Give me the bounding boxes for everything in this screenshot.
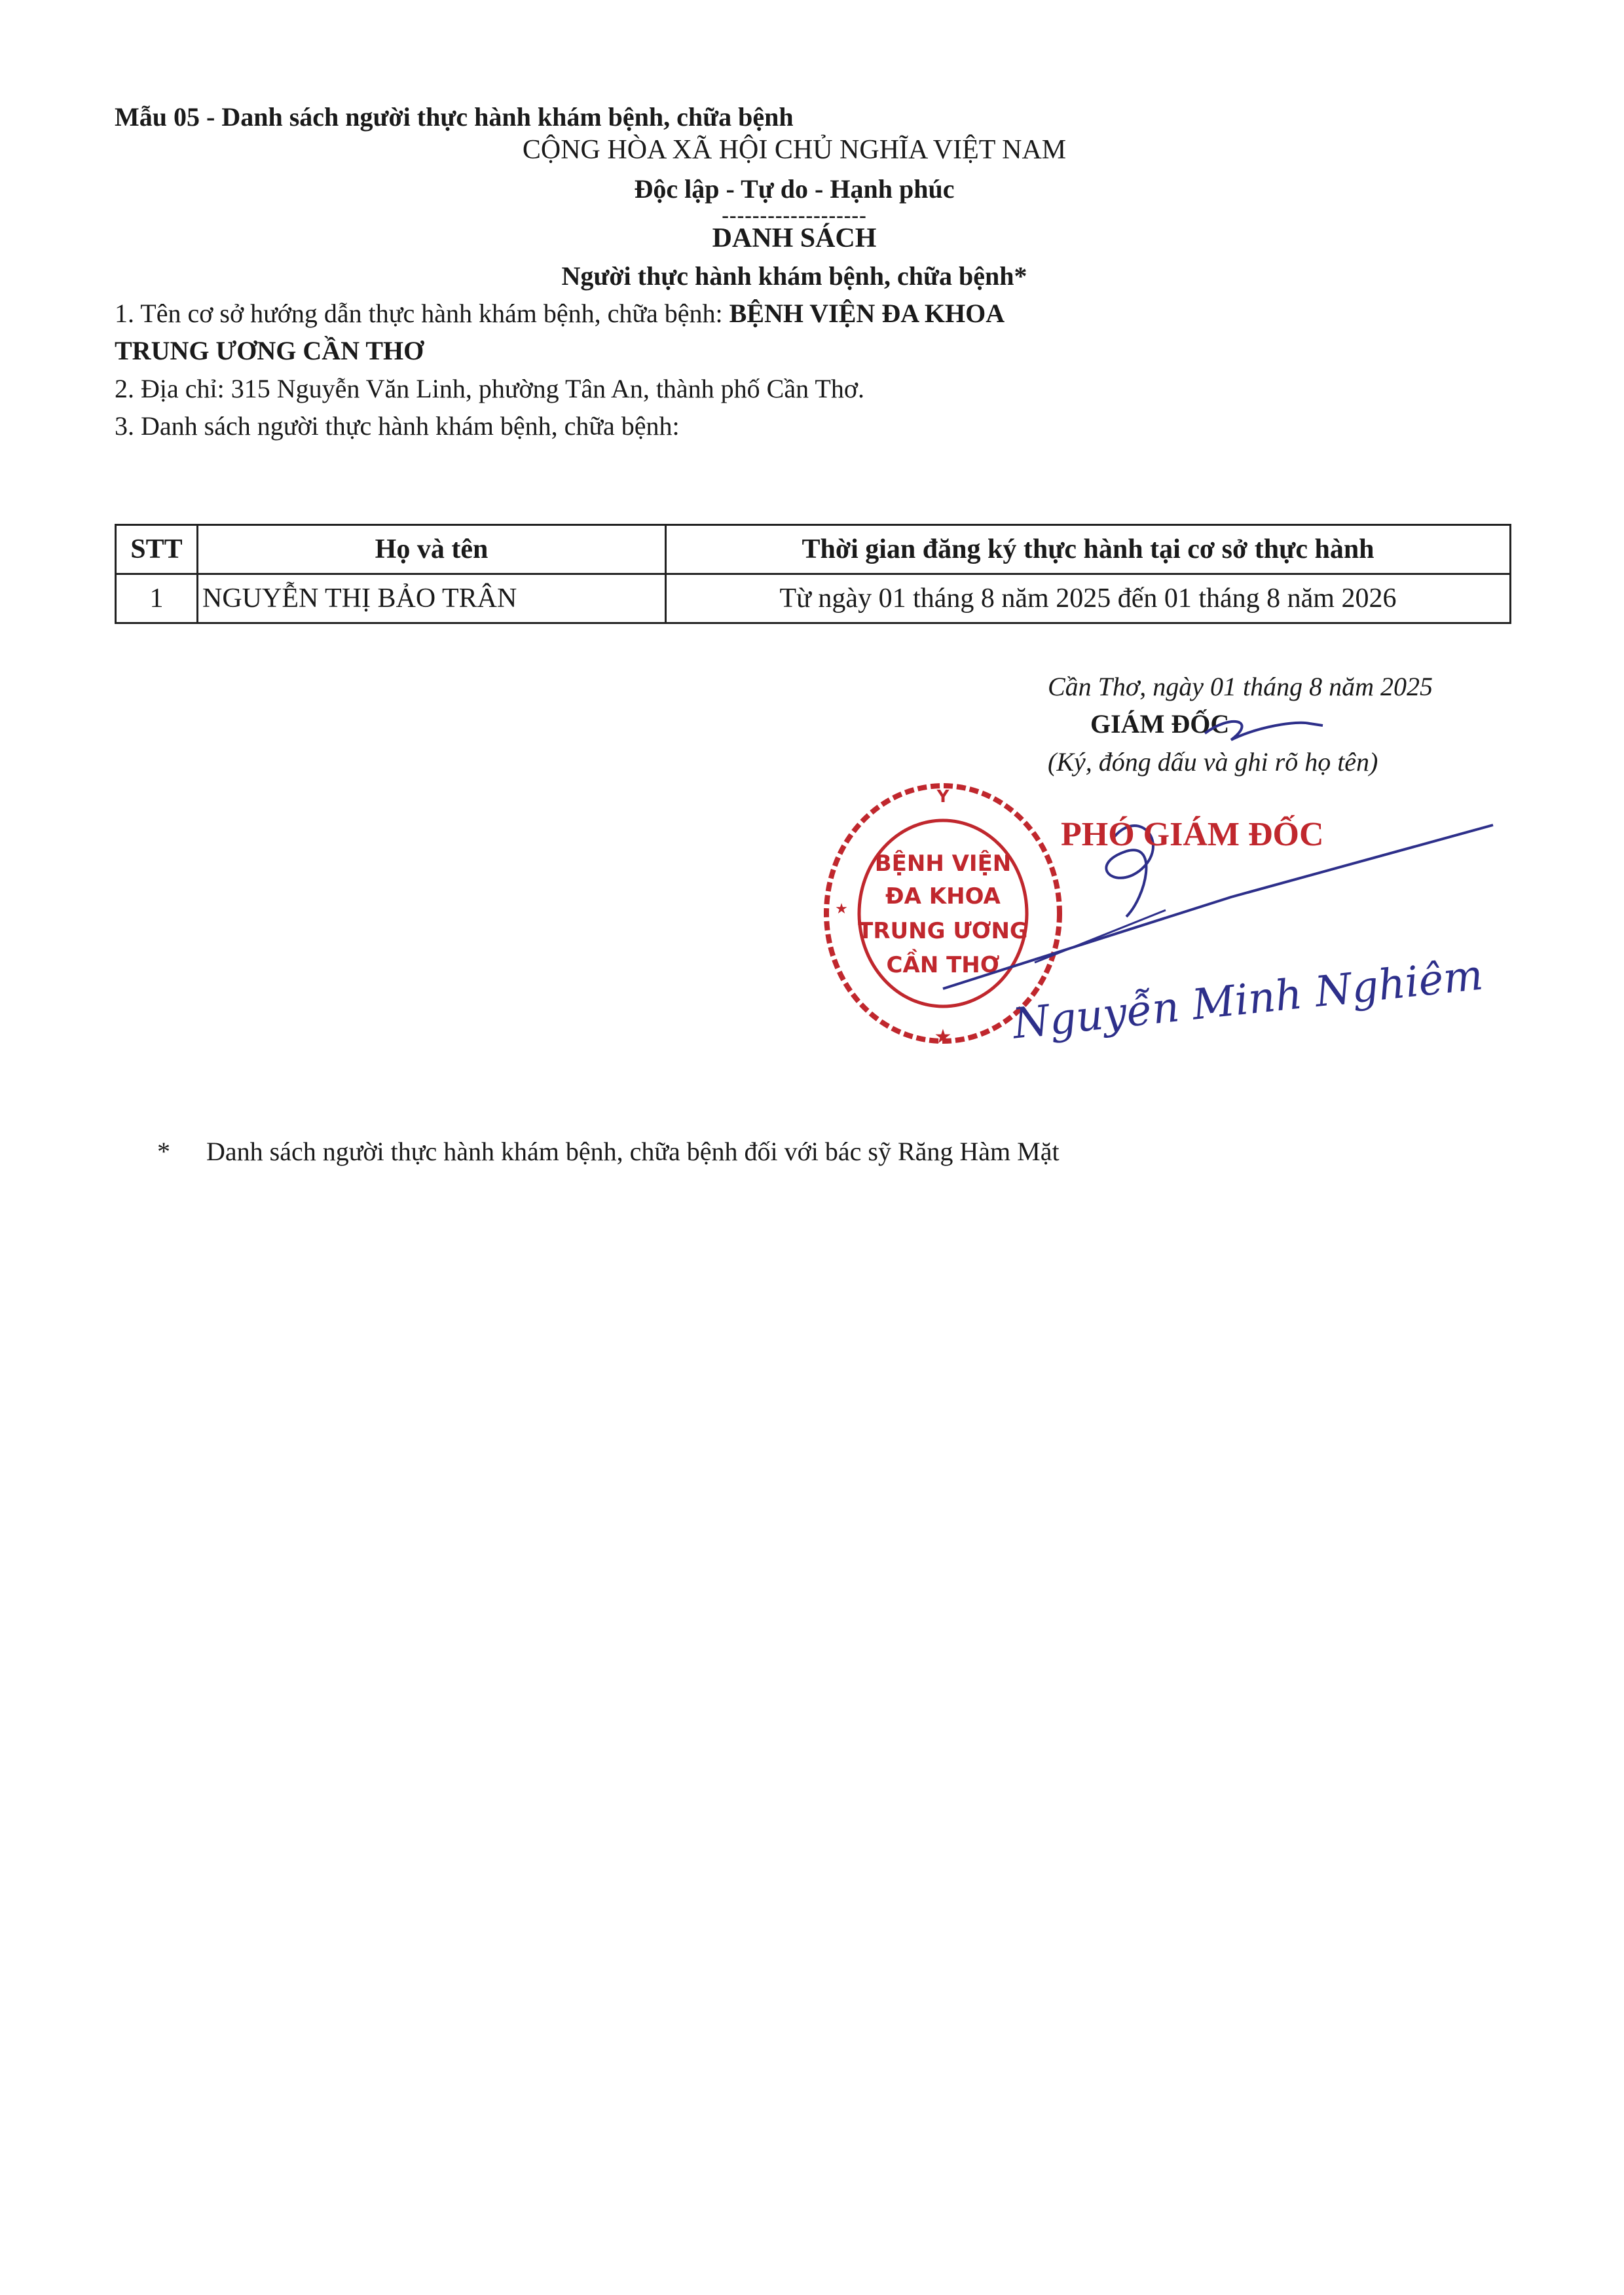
- stamp-line-2: ĐA KHOA: [885, 883, 1001, 909]
- signer-name: Nguyễn Minh Nghiêm: [1010, 951, 1486, 1049]
- facility-address: 2. Địa chỉ: 315 Nguyễn Văn Linh, phường Tân An, thành phố Cần Thơ.: [115, 374, 864, 403]
- table-header-row: [116, 525, 1511, 574]
- header-stt: STT: [116, 525, 198, 574]
- svg-text:Y: Y: [936, 787, 950, 807]
- separator-line: -------------------: [722, 203, 867, 227]
- signature-note: (Ký, đóng dấu và ghi rõ họ tên): [1048, 747, 1378, 777]
- svg-text:★: ★: [934, 1025, 952, 1048]
- cell-stt: 1: [116, 574, 198, 623]
- facility-name-line: [115, 298, 1005, 329]
- practitioner-table: [115, 524, 1511, 624]
- stamp-line-4: CẦN THƠ: [886, 952, 1000, 978]
- stamp-line-1: BỆNH VIỆN: [874, 851, 1012, 877]
- practitioner-list-label: 3. Danh sách người thực hành khám bệnh, chữa bệnh:: [115, 411, 680, 441]
- nation-heading: CỘNG HÒA XÃ HỘI CHỦ NGHĨA VIỆT NAM: [522, 135, 1067, 165]
- facility-name-continued: TRUNG ƯƠNG CẦN THƠ: [115, 336, 424, 365]
- document-title: DANH SÁCH: [712, 223, 877, 253]
- facility-name-value: BỆNH VIỆN ĐA KHOA: [729, 299, 1005, 328]
- motto: Độc lập - Tự do - Hạnh phúc: [634, 174, 955, 204]
- signature-title: GIÁM ĐỐC: [1090, 709, 1230, 739]
- table-row: [116, 574, 1511, 623]
- document-subtitle: Người thực hành khám bệnh, chữa bệnh*: [561, 261, 1027, 291]
- form-label: Mẫu 05 - Danh sách người thực hành khám bệnh, chữa bệnh: [115, 102, 794, 132]
- deputy-director-title: PHÓ GIÁM ĐỐC: [1061, 816, 1324, 853]
- signature-date: Cần Thơ, ngày 01 tháng 8 năm 2025: [1048, 672, 1433, 701]
- header-period: Thời gian đăng ký thực hành tại cơ sở thực hành: [666, 525, 1511, 574]
- footnote-marker: *: [157, 1137, 170, 1166]
- svg-text:★: ★: [835, 901, 848, 917]
- stamp-line-3: TRUNG ƯƠNG: [858, 918, 1028, 944]
- header-name: Họ và tên: [198, 525, 666, 574]
- cell-name: NGUYỄN THỊ BẢO TRÂN: [198, 574, 666, 623]
- cell-period: Từ ngày 01 tháng 8 năm 2025 đến 01 tháng 8 năm 2026: [666, 574, 1511, 623]
- footnote-text: Danh sách người thực hành khám bệnh, chữa bệnh đối với bác sỹ Răng Hàm Mặt: [206, 1137, 1060, 1166]
- facility-name-label: 1. Tên cơ sở hướng dẫn thực hành khám bệnh, chữa bệnh:: [115, 299, 729, 328]
